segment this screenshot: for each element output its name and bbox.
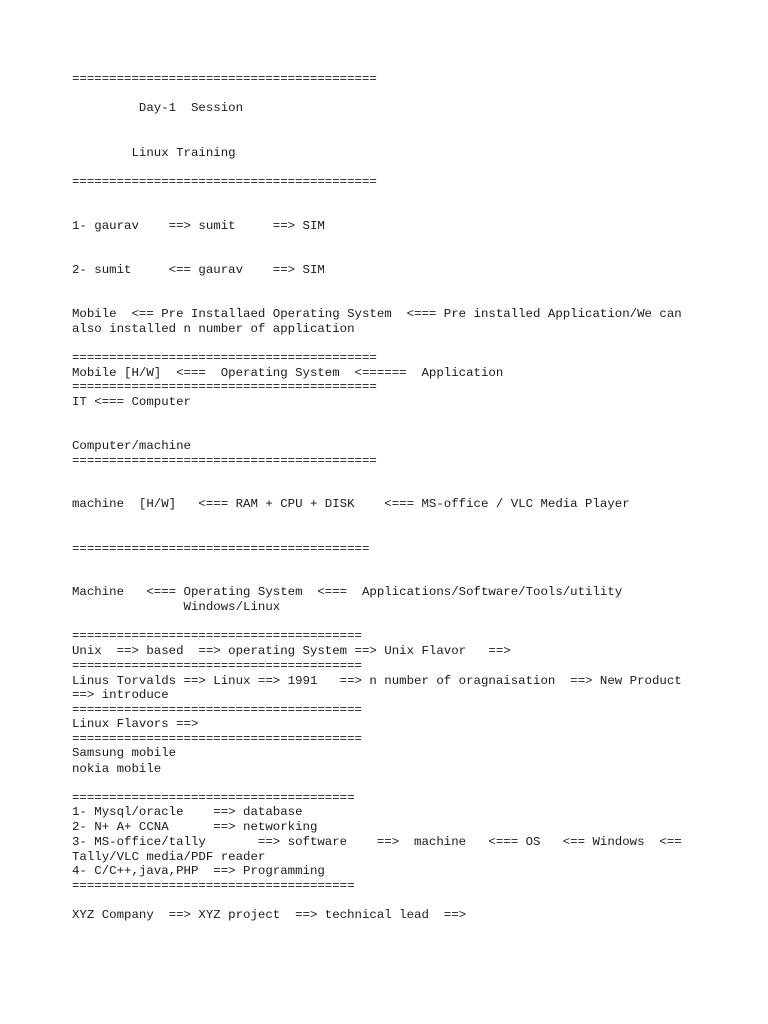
- separator-line: =========================================: [72, 175, 377, 189]
- training-heading: Linux Training: [72, 146, 236, 160]
- text-line: Mobile <== Pre Installaed Operating System <=== Pre installed Application/We can: [72, 307, 682, 321]
- text-line: Computer/machine: [72, 439, 191, 453]
- text-line: Mobile [H/W] <=== Operating System <====== Application: [72, 366, 504, 380]
- separator-line: =========================================: [72, 380, 377, 394]
- text-line: XYZ Company ==> XYZ project ==> technical lead ==>: [72, 908, 467, 922]
- text-line: Samsung mobile: [72, 746, 177, 760]
- text-line: also installed n number of application: [72, 322, 355, 336]
- separator-line: =======================================: [72, 659, 362, 673]
- separator-line: ======================================: [72, 879, 355, 893]
- text-line: Unix ==> based ==> operating System ==> Unix Flavor ==>: [72, 644, 511, 658]
- text-line: 3- MS-office/tally ==> software ==> machine <=== OS <== Windows <==: [72, 835, 682, 849]
- session-heading: Day-1 Session: [72, 101, 244, 115]
- text-line: 2- sumit <== gaurav ==> SIM: [72, 263, 325, 277]
- text-line: 4- C/C++,java,PHP ==> Programming: [72, 864, 325, 878]
- separator-line: =========================================: [72, 351, 377, 365]
- separator-line: =======================================: [72, 703, 362, 717]
- text-line: 1- gaurav ==> sumit ==> SIM: [72, 219, 325, 233]
- separator-line: =======================================: [72, 629, 362, 643]
- separator-line: ======================================: [72, 791, 355, 805]
- text-line: ==> introduce: [72, 688, 169, 702]
- separator-line: ========================================: [72, 542, 370, 556]
- text-line: IT <=== Computer: [72, 395, 191, 409]
- separator-line: =======================================: [72, 732, 362, 746]
- text-line: nokia mobile: [72, 762, 162, 776]
- text-line: 1- Mysql/oracle ==> database: [72, 805, 303, 819]
- text-line: Windows/Linux: [72, 600, 281, 614]
- text-line: Tally/VLC media/PDF reader: [72, 850, 266, 864]
- separator-line: =========================================: [72, 454, 377, 468]
- text-line: Machine <=== Operating System <=== Applications/Software/Tools/utility: [72, 585, 623, 599]
- text-line: Linus Torvalds ==> Linux ==> 1991 ==> n number of oragnaisation ==> New Product: [72, 674, 682, 688]
- text-line: Linux Flavors ==>: [72, 717, 199, 731]
- text-line: machine [H/W] <=== RAM + CPU + DISK <=== MS-office / VLC Media Player: [72, 497, 630, 511]
- text-line: 2- N+ A+ CCNA ==> networking: [72, 820, 318, 834]
- separator-line: =========================================: [72, 72, 377, 86]
